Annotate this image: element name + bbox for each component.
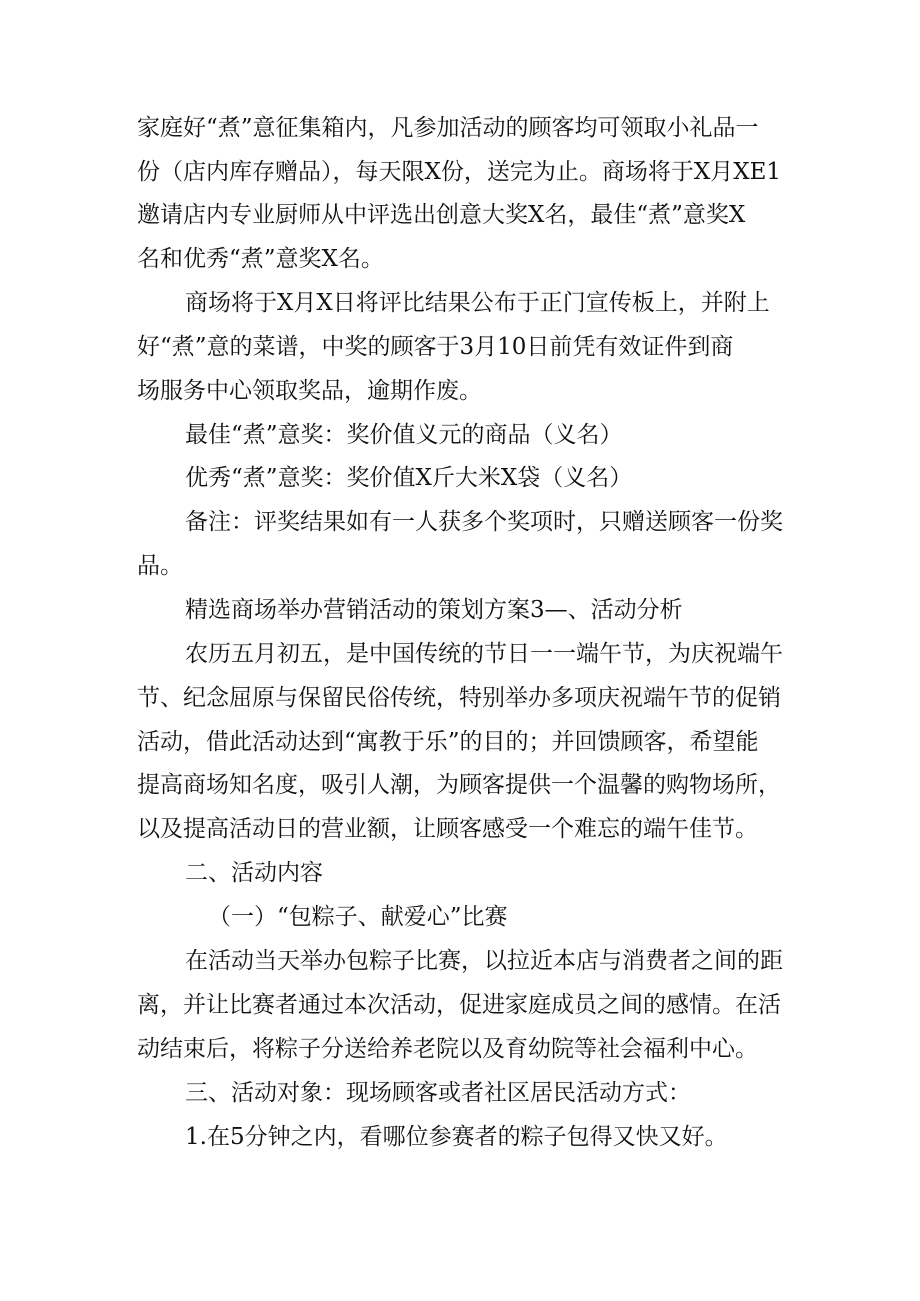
paragraph-line: 活动，借此活动达到“寓教于乐”的目的；并回馈顾客，希望能 [137, 729, 759, 755]
paragraph-line: 好“煮”意的菜谱，中奖的顾客于3月10日前凭有效证件到商 [137, 334, 734, 360]
paragraph-line: 动结束后，将粽子分送给养老院以及育幼院等社会福利中心。 [137, 1036, 758, 1062]
paragraph-line: 农历五月初五，是中国传统的节日一一端午节，为庆祝端午 [185, 641, 783, 667]
section-heading: 三、活动对象：现场顾客或者社区居民活动方式： [185, 1080, 691, 1106]
paragraph-line: 份（店内库存赠品），每天限X份，送完为止。商场将于X月XE1 [137, 159, 782, 185]
award-line: 最佳“煮”意奖：奖价值义元的商品（义名） [185, 422, 623, 448]
award-line: 优秀“煮”意奖：奖价值X斤大米X袋（义名） [185, 465, 633, 491]
paragraph-line: 离，并让比赛者通过本次活动，促进家庭成员之间的感情。在活 [137, 992, 781, 1018]
paragraph-line: 邀请店内专业厨师从中评选出创意大奖X名，最佳“煮”意奖X [137, 202, 746, 228]
paragraph-line: 提高商场知名度，吸引人潮，为顾客提供一个温馨的购物场所， [137, 772, 781, 798]
paragraph-line: 以及提高活动日的营业额，让顾客感受一个难忘的端午佳节。 [137, 816, 758, 842]
paragraph-line: 节、纪念屈原与保留民俗传统，特别举办多项庆祝端午节的促销 [137, 685, 781, 711]
section-heading: 二、活动内容 [185, 860, 323, 886]
paragraph-line: 商场将于X月X日将评比结果公布于正门宣传板上，并附上 [185, 290, 770, 316]
list-item: 1.在5分钟之内，看哪位参赛者的粽子包得又快又好。 [185, 1124, 728, 1150]
paragraph-line: 家庭好“煮”意征集箱内，凡参加活动的顾客均可领取小礼品一 [137, 115, 759, 141]
paragraph-line: 场服务中心领取奖品，逾期作废。 [137, 378, 482, 404]
subsection-heading: （一）“包粽子、献爱心”比赛 [208, 904, 508, 930]
paragraph-line: 在活动当天举办包粽子比赛，以拉近本店与消费者之间的距 [185, 948, 783, 974]
paragraph-line: 品。 [137, 553, 183, 579]
section-heading: 精选商场举办营销活动的策划方案3—、活动分析 [185, 597, 683, 623]
note-line: 备注：评奖结果如有一人获多个奖项时，只赠送顾客一份奖 [185, 509, 783, 535]
paragraph-line: 名和优秀“煮”意奖X名。 [137, 246, 384, 272]
